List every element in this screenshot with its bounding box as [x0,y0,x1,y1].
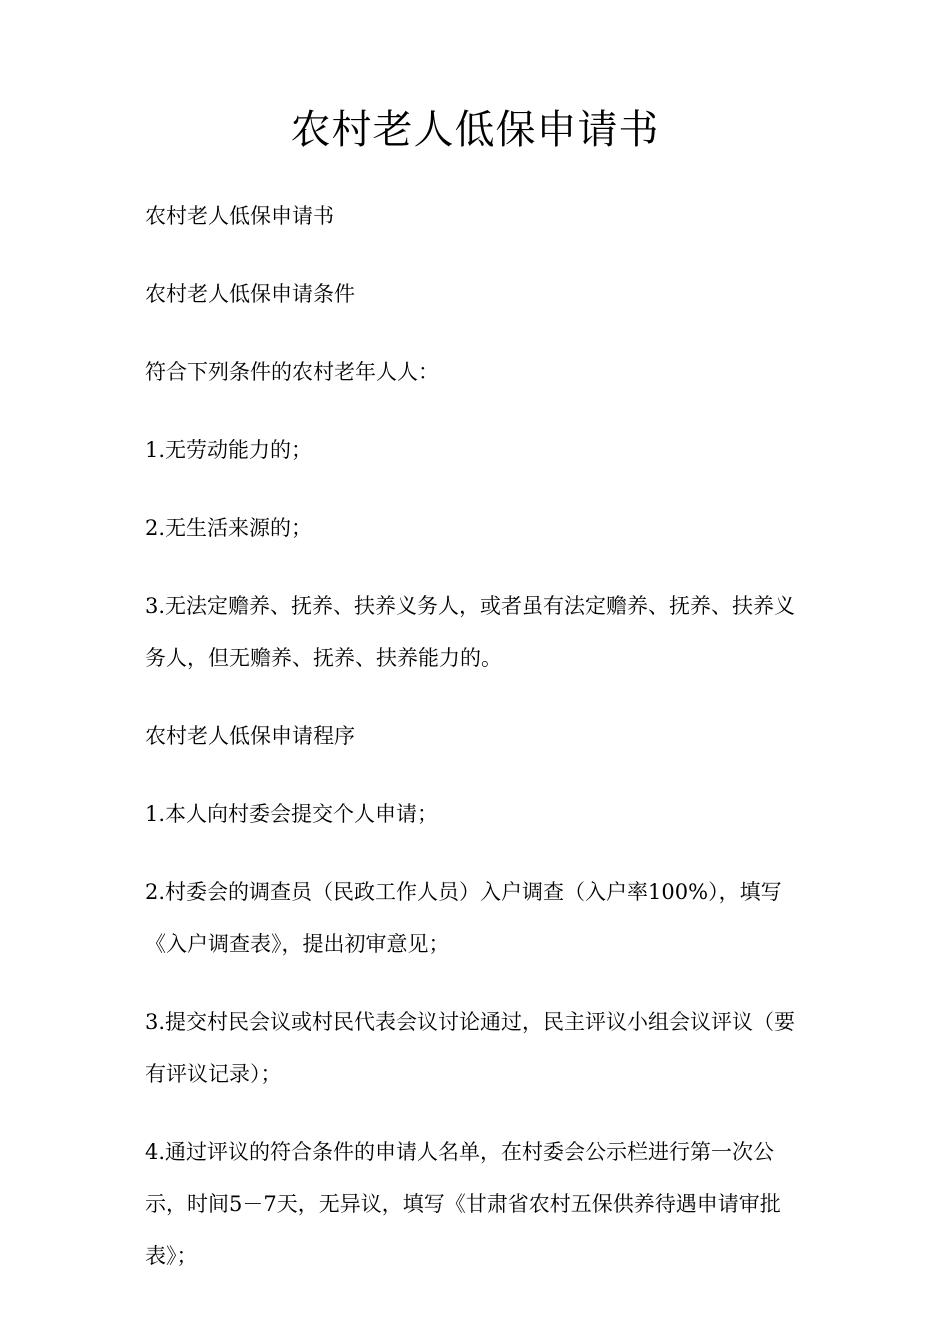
paragraph-gap [145,762,810,788]
paragraph: 2.无生活来源的； [145,516,313,540]
paragraph: 4.通过评议的符合条件的申请人名单，在村委会公示栏进行第一次公示，时间5－7天，无异议，填写《甘肃省农村五保供养待遇申请审批表》； [145,1140,781,1268]
paragraph-gap [145,840,810,866]
paragraph: 农村老人低保申请程序 [145,724,355,748]
paragraph: 2.村委会的调查员（民政工作人员）入户调查（入户率100%），填写《入户调查表》，提出初审意见； [145,880,782,956]
paragraph-gap [145,320,810,346]
paragraph-gap [145,476,810,502]
paragraph: 1.本人向村委会提交个人申请； [145,802,439,826]
paragraph-gap [145,970,810,996]
document-body [145,190,810,1282]
paragraph: 农村老人低保申请条件 [145,282,355,306]
paragraph-gap [145,398,810,424]
paragraph-gap [145,1100,810,1126]
paragraph: 符合下列条件的农村老年人人： [145,360,439,384]
paragraph: 1.无劳动能力的； [145,438,313,462]
paragraph: 农村老人低保申请书 [145,204,334,228]
document-title: 农村老人低保申请书 [290,107,660,153]
paragraph: 3.无法定赡养、抚养、扶养义务人，或者虽有法定赡养、抚养、扶养义务人，但无赡养、抚养、扶养能力的。 [145,594,796,670]
paragraph: 3.提交村民会议或村民代表会议讨论通过，民主评议小组会议评议（要有评议记录）； [145,1010,796,1086]
paragraph-gap [145,684,810,710]
paragraph-gap [145,242,810,268]
paragraph-gap [145,554,810,580]
